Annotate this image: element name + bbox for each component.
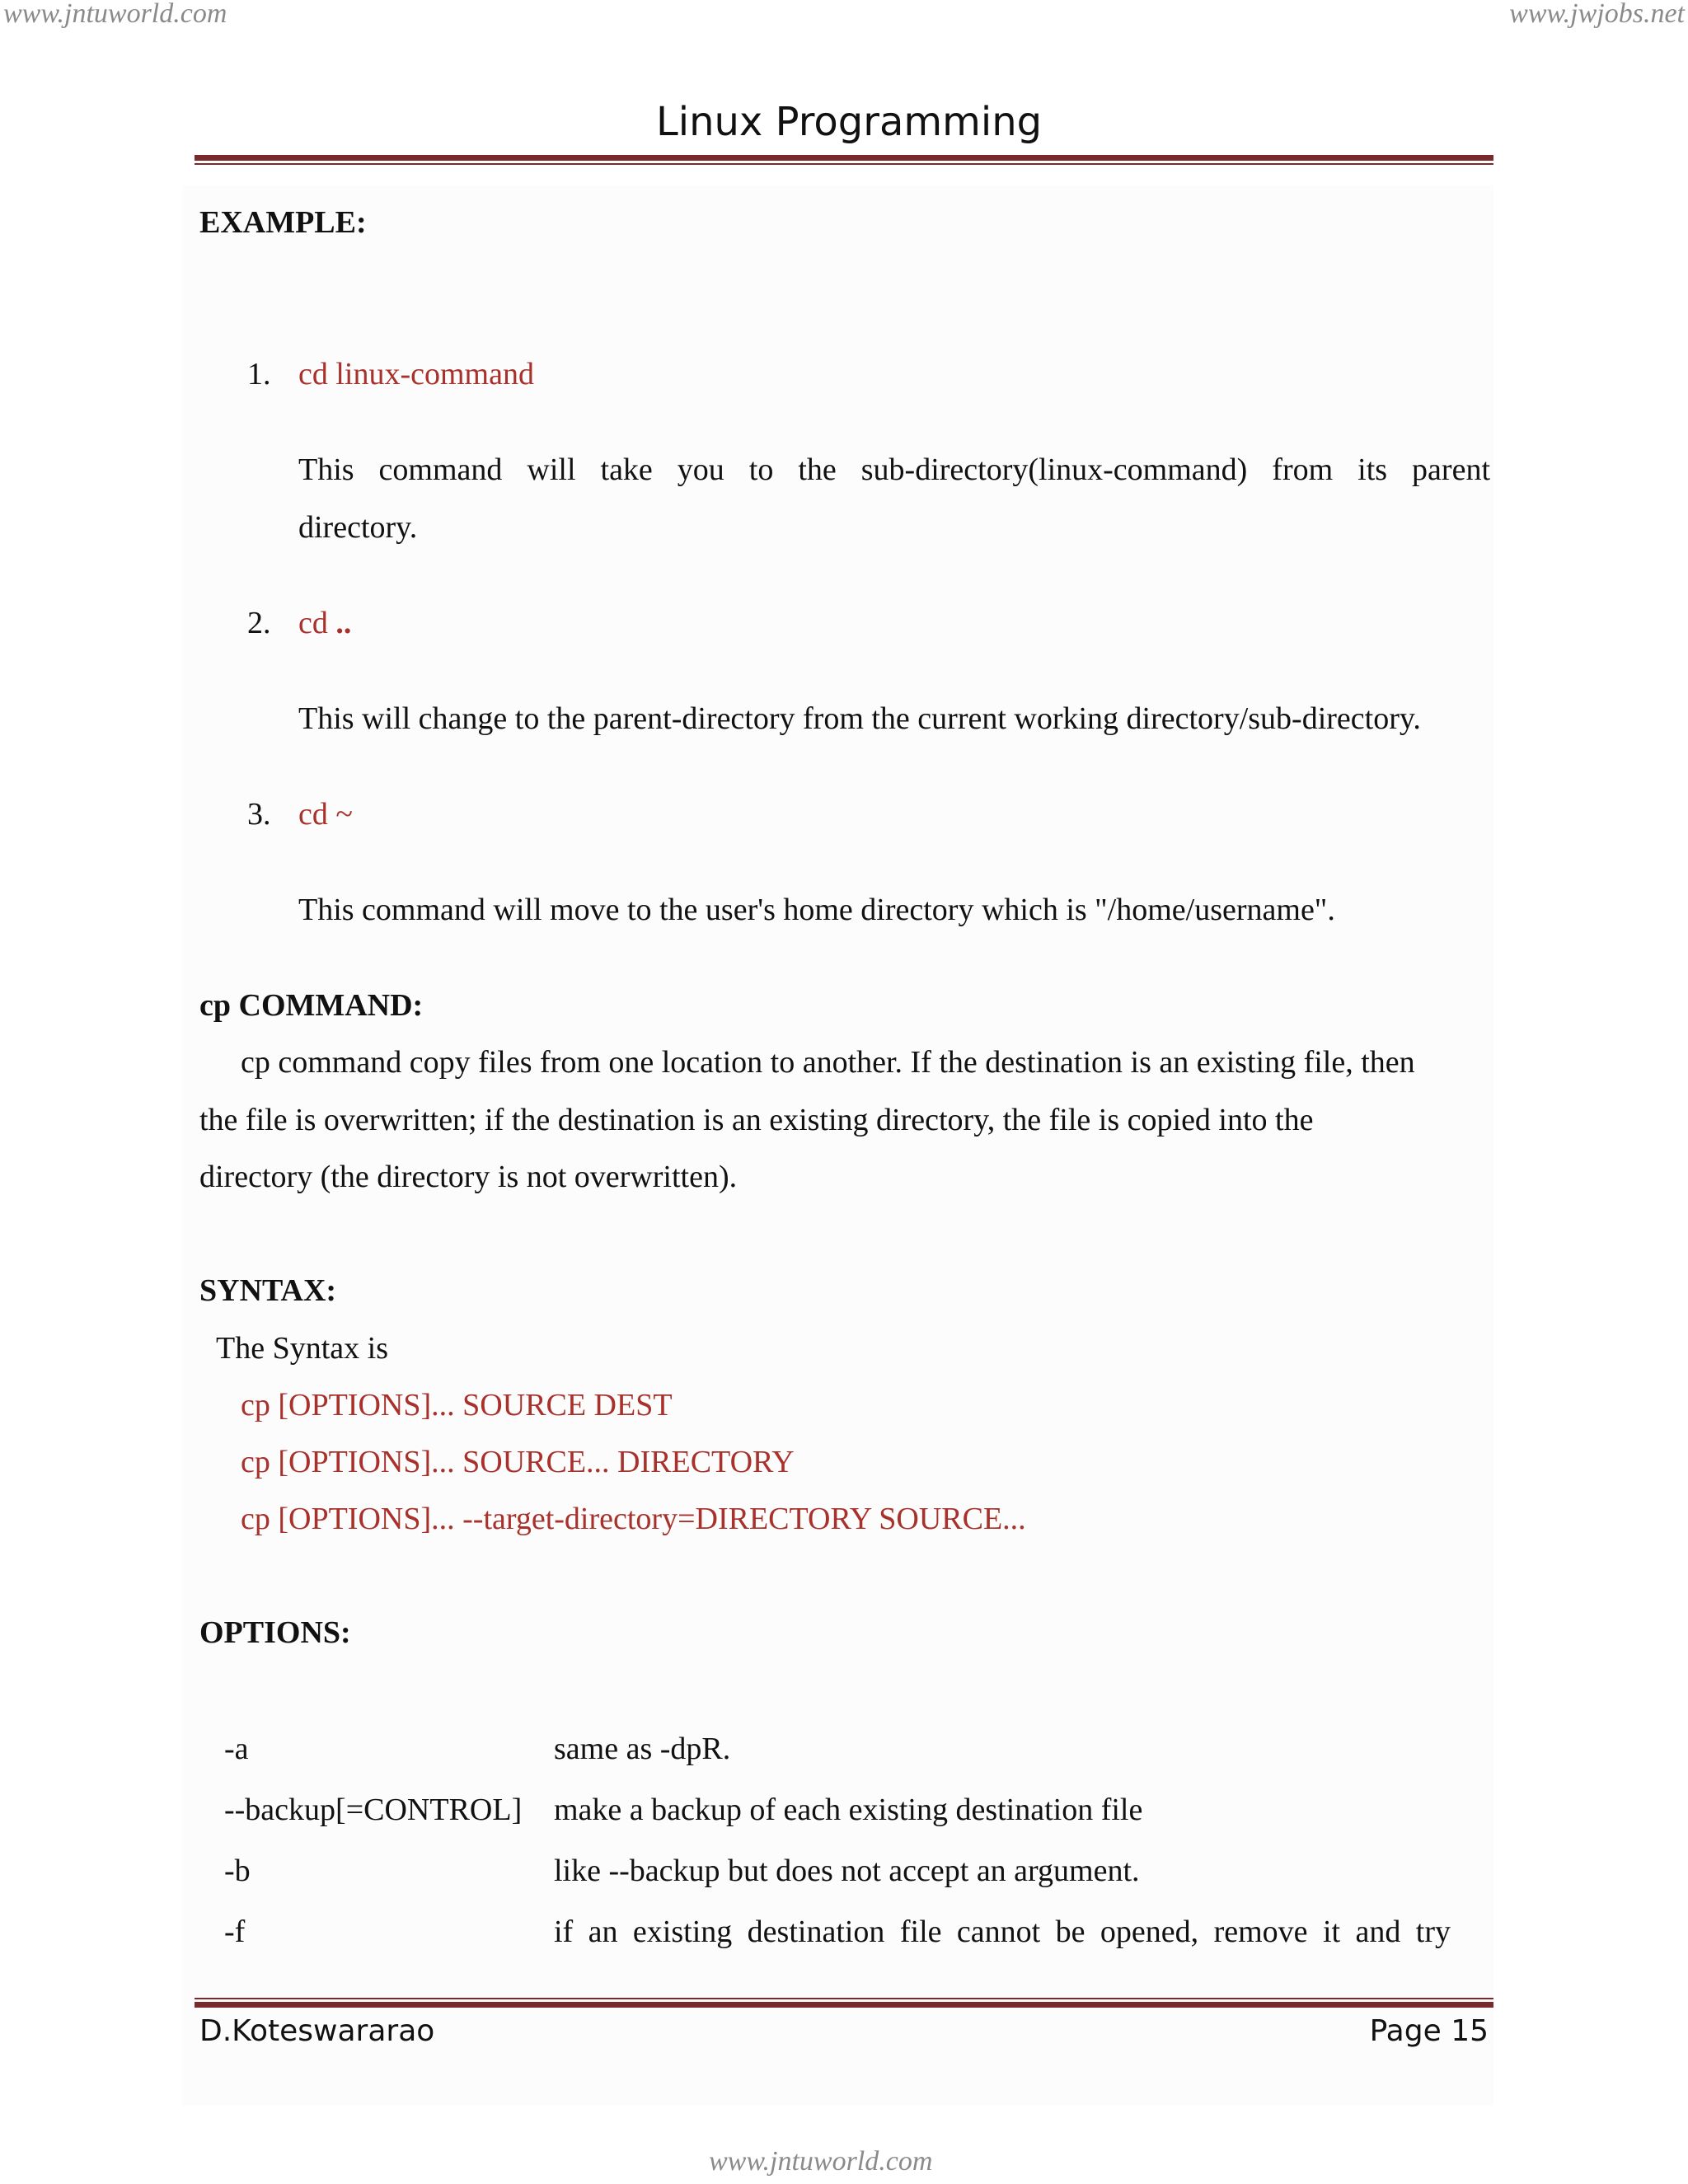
syntax-heading: SYNTAX:	[199, 1273, 337, 1308]
footer-rule-thick	[195, 2002, 1493, 2008]
example-item-2-desc: This will change to the parent-directory from the current working directory/sub-directory.	[298, 701, 1421, 736]
cp-desc-line-1: cp command copy files from one location to another. If the destination is an existing file, then	[241, 1045, 1415, 1080]
example-item-1-desc-line-2: directory.	[298, 510, 418, 545]
watermark-top-right: www.jwjobs.net	[1509, 0, 1685, 29]
option-row-1-desc: same as -dpR.	[554, 1732, 731, 1766]
example-item-2-command	[298, 605, 351, 641]
syntax-form-3: cp [OPTIONS]... --target-directory=DIRECTORY SOURCE...	[241, 1502, 1026, 1536]
footer-author: D.Koteswararao	[199, 2014, 435, 2048]
option-row-4-desc: if an existing destination file cannot be opened, remove it and try	[554, 1915, 1451, 1949]
example-item-1-number: 1.	[247, 357, 271, 391]
cp-desc-line-2: the file is overwritten; if the destination is an existing directory, the file is copied into the	[199, 1103, 1314, 1137]
page-title: Linux Programming	[656, 99, 1043, 145]
example-item-2-command-text: cd	[298, 606, 336, 640]
header-rule-thin	[195, 163, 1493, 165]
syntax-form-2: cp [OPTIONS]... SOURCE... DIRECTORY	[241, 1445, 795, 1479]
options-heading: OPTIONS:	[199, 1615, 351, 1650]
example-item-2-number: 2.	[247, 606, 271, 640]
option-row-4-flag: -f	[224, 1915, 246, 1949]
example-heading: EXAMPLE:	[199, 205, 367, 240]
header-rule-thick	[195, 155, 1493, 161]
footer-page-number: Page 15	[1369, 2014, 1489, 2048]
footer-rule-thin	[195, 1998, 1493, 1999]
example-item-1-desc-line-1: This command will take you to the sub-directory(linux-command) from its parent	[298, 452, 1490, 487]
option-row-1-flag: -a	[224, 1732, 249, 1766]
example-item-3-desc: This command will move to the user's home directory which is "/home/username".	[298, 893, 1335, 927]
option-row-2-desc: make a backup of each existing destination file	[554, 1793, 1143, 1827]
cp-heading: cp COMMAND:	[199, 988, 424, 1023]
option-row-3-flag: -b	[224, 1854, 251, 1888]
syntax-form-1: cp [OPTIONS]... SOURCE DEST	[241, 1388, 673, 1422]
example-item-1-command: cd linux-command	[298, 357, 534, 391]
option-row-3-desc: like --backup but does not accept an argument.	[554, 1854, 1140, 1888]
syntax-intro: The Syntax is	[216, 1331, 388, 1366]
example-item-3-command: cd ~	[298, 797, 353, 832]
watermark-top-left: www.jntuworld.com	[3, 0, 227, 29]
example-item-3-number: 3.	[247, 797, 271, 832]
cp-desc-line-3: directory (the directory is not overwritten).	[199, 1160, 738, 1194]
option-row-2-flag: --backup[=CONTROL]	[224, 1793, 523, 1827]
example-item-2-command-dots: ..	[335, 606, 352, 640]
watermark-bottom: www.jntuworld.com	[709, 2146, 933, 2177]
